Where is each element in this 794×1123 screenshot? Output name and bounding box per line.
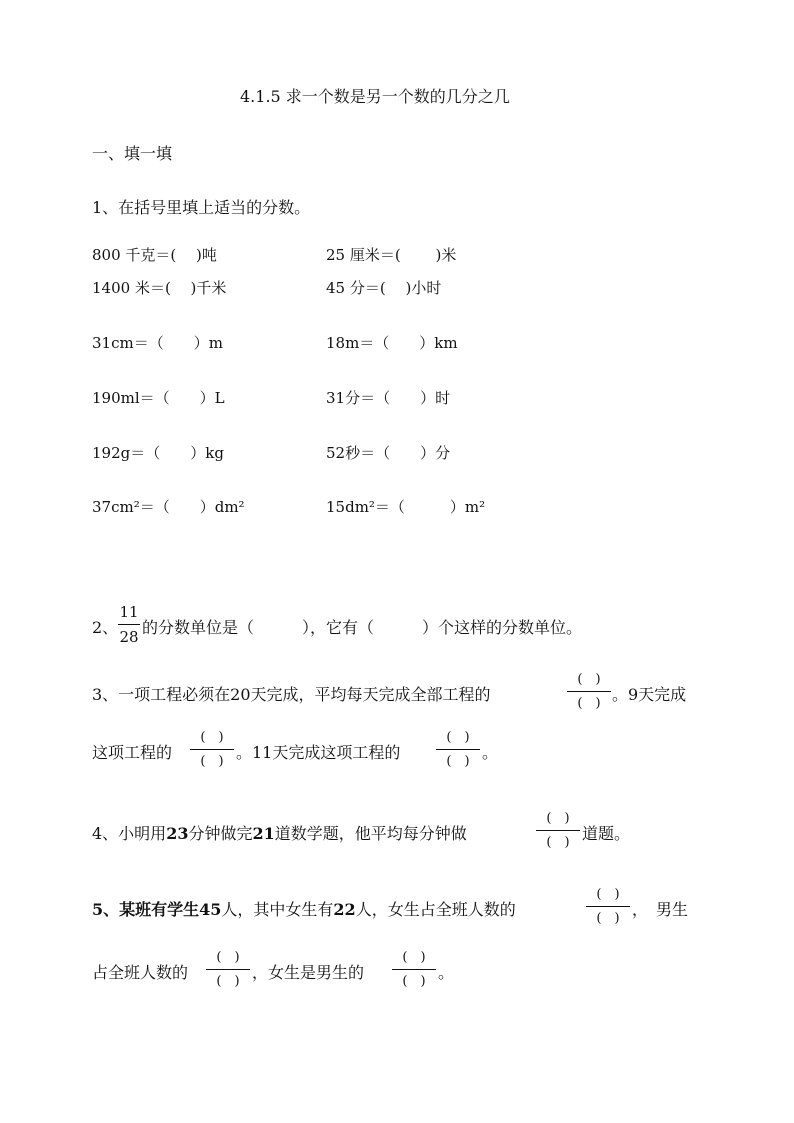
fraction-denominator: ( ) xyxy=(577,696,601,711)
q2-text: 的分数单位是（ ），它有（ ）个这样的分数单位。 xyxy=(142,618,583,637)
q5-line2-b: ，女生是男生的 xyxy=(252,963,365,982)
q5-line1: 5、某班有学生45人，其中女生有22人，女生占全班人数的 xyxy=(92,900,516,919)
q1-item: 25 厘米＝( )米 xyxy=(326,246,457,264)
fraction-bar xyxy=(206,969,250,970)
q1-item: 190ml＝（ ）L xyxy=(92,389,225,407)
fraction-numerator: 11 xyxy=(119,603,139,621)
q5-number: 22 xyxy=(333,900,356,919)
q1-item: 45 分＝( )小时 xyxy=(326,279,442,297)
q4-end: 道题。 xyxy=(582,824,631,843)
fraction-numerator: ( ) xyxy=(546,811,570,826)
fraction-numerator: ( ) xyxy=(200,730,224,745)
fraction-denominator: ( ) xyxy=(546,835,570,850)
fraction-bar xyxy=(536,830,580,831)
q5-line2-end: 。 xyxy=(438,963,455,982)
fraction-bar xyxy=(586,906,630,907)
q3-line2-b: 。11天完成这项工程的 xyxy=(236,743,401,762)
q1-item: 52秒＝（ ）分 xyxy=(326,444,451,462)
fraction-denominator: 28 xyxy=(119,628,139,646)
fraction-bar xyxy=(567,691,611,692)
q1-item: 37cm²＝（ ）dm² xyxy=(92,498,245,516)
fraction-denominator: ( ) xyxy=(216,974,240,989)
fraction-bar xyxy=(118,624,140,625)
fraction-bar xyxy=(392,969,436,970)
fraction-denominator: ( ) xyxy=(200,754,224,769)
fraction-denominator: ( ) xyxy=(596,911,620,926)
question-1-prompt: 1、在括号里填上适当的分数。 xyxy=(92,198,311,217)
q1-item: 1400 米＝( )千米 xyxy=(92,279,227,297)
fraction-denominator: ( ) xyxy=(446,754,470,769)
q1-item: 31分＝（ ）时 xyxy=(326,389,451,407)
q4-text: 4、小明用23分钟做完21道数学题，他平均每分钟做 xyxy=(92,824,467,843)
fraction-numerator: ( ) xyxy=(577,672,601,687)
section-heading: 一、填一填 xyxy=(92,144,173,163)
q1-item: 31cm＝（ ）m xyxy=(92,334,223,352)
q5-line2-a: 占全班人数的 xyxy=(92,963,189,982)
q1-item: 18m＝（ ）km xyxy=(326,334,458,352)
fraction-bar xyxy=(190,749,234,750)
fraction-numerator: ( ) xyxy=(402,950,426,965)
fraction-numerator: ( ) xyxy=(596,887,620,902)
q3-line2-end: 。 xyxy=(482,743,499,762)
q4-number: 23 xyxy=(166,824,189,843)
q3-line2-a: 这项工程的 xyxy=(92,743,173,762)
q1-item: 800 千克＝( )吨 xyxy=(92,246,217,264)
fraction-numerator: ( ) xyxy=(446,730,470,745)
page-title: 4.1.5 求一个数是另一个数的几分之几 xyxy=(240,87,510,106)
q5-number: 45 xyxy=(199,900,222,919)
q5-line1-end: ， 男生 xyxy=(632,900,689,919)
fraction-denominator: ( ) xyxy=(402,974,426,989)
fraction-bar xyxy=(436,749,480,750)
q4-number: 21 xyxy=(252,824,275,843)
q2-prefix: 2、 xyxy=(92,618,119,637)
q3-line1: 3、一项工程必须在20天完成，平均每天完成全部工程的 xyxy=(92,685,491,704)
q1-item: 15dm²＝（ ）m² xyxy=(326,498,486,516)
q1-item: 192g＝（ ）kg xyxy=(92,444,224,462)
q3-line1-end: 。9天完成 xyxy=(612,685,687,704)
fraction-numerator: ( ) xyxy=(216,950,240,965)
